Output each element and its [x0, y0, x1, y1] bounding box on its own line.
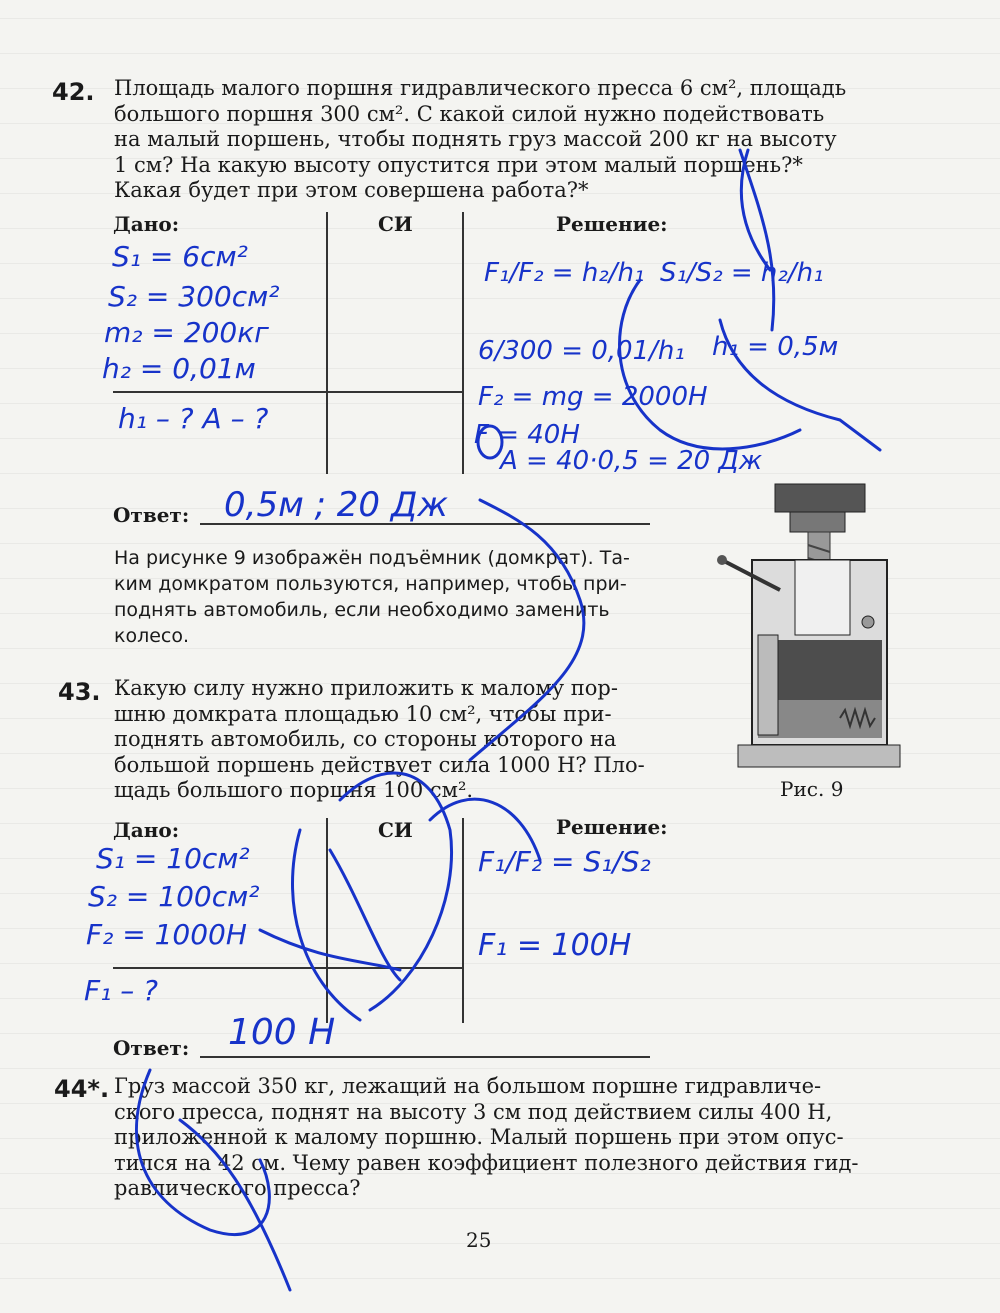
answer-line: [200, 1056, 650, 1058]
jack-paragraph-line: поднять автомобиль, если необходимо заменить: [114, 599, 610, 621]
task-42-line: Площадь малого поршня гидравлического пресса 6 см², площадь: [114, 76, 847, 100]
task-43-text: [114, 676, 680, 804]
answer-label: Ответ:: [113, 503, 190, 527]
hand-solution-ratio-h: F₁/F₂ = h₂/h₁: [484, 258, 645, 288]
hand-solution-ratio-numeric: 6/300 = 0,01/h₁: [478, 336, 685, 366]
task-43-line: большой поршень действует сила 1000 Н? Пло-: [114, 752, 645, 777]
given-label: Дано:: [113, 818, 180, 842]
solution-label: Решение:: [556, 815, 668, 839]
hand-find: h₁ – ? A – ?: [118, 402, 269, 435]
hand-given-h2: h₂ = 0,01м: [102, 352, 256, 385]
task-44-line: ского пресса, поднят на высоту 3 см под действием силы 400 Н,: [114, 1099, 833, 1124]
hand-solution-f: F = 40Н: [474, 420, 580, 450]
task-42-line: Какая будет при этом совершена работа?*: [114, 178, 589, 202]
hand-given-s2: S₂ = 100см²: [88, 880, 260, 913]
hand-given-s1: S₁ = 10см²: [96, 842, 250, 875]
jack-paragraph-line: На рисунке 9 изображён подъёмник (домкрат). Та-: [114, 547, 630, 569]
task-42-text: [114, 76, 900, 204]
hand-given-s1: S₁ = 6см²: [112, 240, 248, 273]
task-44-line: Груз массой 350 кг, лежащий на большом поршне гидравличе-: [114, 1074, 822, 1098]
solution-label: Решение:: [556, 212, 668, 236]
figure-caption: Рис. 9: [780, 777, 844, 801]
hand-solution-f1: F₁ = 100Н: [478, 928, 632, 963]
si-solution-divider: [462, 818, 464, 1023]
si-solution-divider: [462, 212, 464, 474]
hand-given-m2: m₂ = 200кг: [104, 316, 269, 349]
hand-find: F₁ – ?: [84, 974, 158, 1007]
task-43-line: шню домкрата площадью 10 см², чтобы при-: [114, 701, 612, 726]
hand-given-f2: F₂ = 1000Н: [86, 918, 247, 951]
task-42-line: 1 см? На какую высоту опустится при этом малый поршень?*: [114, 152, 803, 177]
task-42-number: 42.: [52, 78, 95, 106]
hand-answer-43: 100 Н: [228, 1012, 336, 1053]
task-43-line: Какую силу нужно приложить к малому пор-: [114, 676, 618, 700]
task-43-line: щадь большого поршня 100 см².: [114, 778, 474, 802]
given-si-divider: [326, 818, 328, 1023]
hand-solution-ratio-s: S₁/S₂ = h₂/h₁: [660, 258, 824, 288]
hand-solution-h1: h₁ = 0,5м: [712, 332, 839, 362]
hand-given-s2: S₂ = 300см²: [108, 280, 280, 313]
page-number: 25: [466, 1228, 492, 1252]
task-42-line: большого поршня 300 см². С какой силой нужно подействовать: [114, 101, 825, 126]
task-42-line: на малый поршень, чтобы поднять груз массой 200 кг на высоту: [114, 127, 837, 151]
hand-solution-f2: F₂ = mg = 2000Н: [478, 382, 708, 412]
hand-answer-42: 0,5м ; 20 Дж: [224, 485, 449, 525]
task-44-line: тился на 42 см. Чему равен коэффициент полезного действия гид-: [114, 1150, 859, 1175]
si-label: СИ: [378, 212, 413, 236]
jack-paragraph-line: ким домкратом пользуются, например, чтобы при-: [114, 573, 627, 595]
jack-paragraph: [114, 545, 684, 649]
given-si-divider: [326, 212, 328, 474]
jack-paragraph-line: колесо.: [114, 625, 190, 647]
task-43-line: поднять автомобиль, со стороны которого на: [114, 727, 617, 751]
task-44-line: приложенной к малому поршню. Малый поршень при этом опус-: [114, 1125, 844, 1149]
task-43-number: 43.: [58, 678, 101, 706]
task-44-line: равлического пресса?: [114, 1176, 361, 1200]
answer-label: Ответ:: [113, 1036, 190, 1060]
task-44-text: [114, 1074, 900, 1202]
given-label: Дано:: [113, 212, 180, 236]
given-find-divider: [113, 391, 462, 393]
hand-solution-work: A = 40·0,5 = 20 Дж: [500, 446, 763, 476]
si-label: СИ: [378, 818, 413, 842]
given-find-divider: [113, 967, 462, 969]
task-44-number: 44*.: [54, 1075, 110, 1103]
hand-solution-ratio: F₁/F₂ = S₁/S₂: [478, 845, 651, 878]
